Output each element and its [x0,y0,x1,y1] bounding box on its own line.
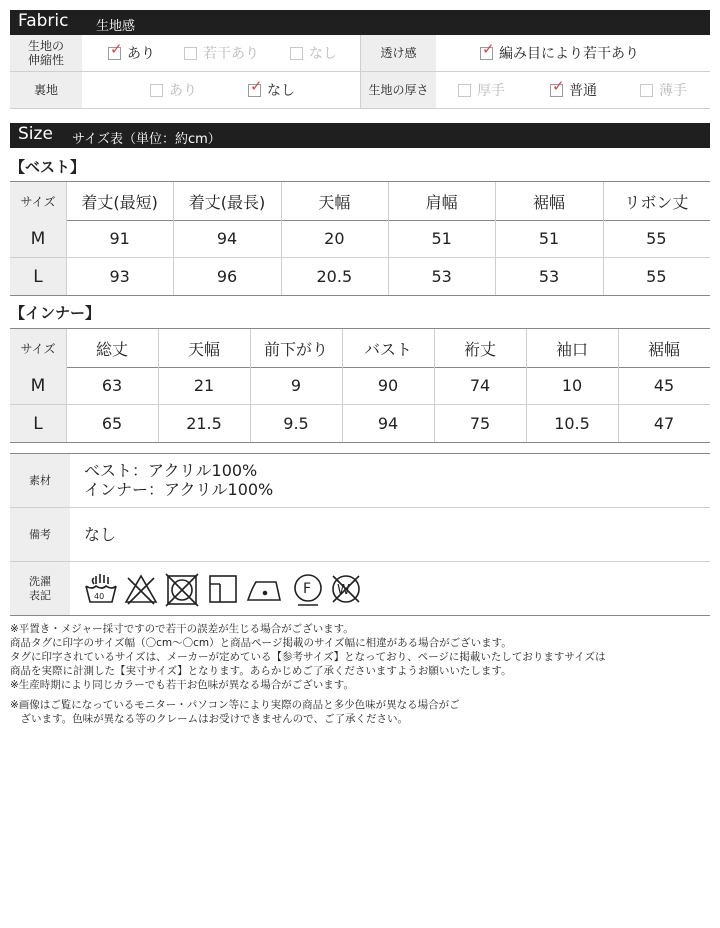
option-lining-no[interactable]: ✓ なし [250,76,295,99]
inner-section-title: 【インナー】 [10,304,101,322]
table-cell: L [10,405,66,442]
table-cell: 55 [646,267,667,286]
check-icon: ✓ [482,39,495,58]
table-header-row [10,328,710,368]
size-title: Size [18,124,53,144]
checkbox-unchecked[interactable] [640,84,653,97]
note-line: タグに印字されているサイズは、メーカーが定めている【参考サイズ】となっており、ページに掲載いたしておりますサイズは [10,651,606,663]
table-cell: 74 [469,376,491,395]
note-line: ※平置き・メジャー採寸ですので若干の誤差が生じる場合がございます。 [10,623,354,635]
check-icon: ✓ [552,76,565,95]
option-thin[interactable]: 薄手 [640,72,687,108]
size-header-bar [10,123,710,148]
fabric-header-bar [10,10,710,35]
material-section [10,453,710,616]
option-thick[interactable]: 厚手 [458,72,505,108]
material-line-vest: ベスト：アクリル100% [84,461,258,480]
check-icon: ✓ [250,76,263,95]
wash-icons [82,572,372,608]
table-cell: L [10,258,66,295]
table-row [10,220,710,257]
table-header-cell: バスト [363,339,412,359]
table-cell: 10 [561,376,583,395]
table-cell: 45 [653,376,675,395]
table-header-cell: 天幅 [318,192,351,212]
no-tumble-dry-icon [166,574,198,606]
table-cell: M [10,220,66,257]
table-cell: 53 [538,267,560,286]
fabric-label-sheer: 透け感 [361,35,436,71]
table-header-cell: 肩幅 [425,192,458,212]
note-line: 商品タグに印字のサイズ幅（〇cm〜〇cm）と商品ページ掲載のサイズ幅に相違がある場合がございます。 [10,637,512,649]
remarks-row [10,508,710,562]
table-cell: 21 [193,376,215,395]
table-header-row [10,181,710,221]
checkbox-unchecked[interactable] [458,84,471,97]
table-cell: 51 [538,229,560,248]
wash-row [10,562,710,616]
table-cell: 63 [101,376,123,395]
checkbox-checked[interactable] [550,76,565,97]
fabric-row-lining [10,72,710,109]
fabric-label-stretch: 生地の 伸縮性 [10,35,82,71]
option-stretch-slight[interactable]: 若干あり [184,35,259,71]
checkbox-checked[interactable] [108,39,123,60]
vest-section-title: 【ベスト】 [10,158,86,176]
fabric-label-lining: 裏地 [10,72,82,108]
table-header-cell: サイズ [10,329,66,367]
table-row [10,258,710,295]
inner-size-table [10,328,710,442]
table-cell: 93 [109,267,130,286]
table-cell: 75 [469,414,491,433]
table-cell: 65 [101,414,123,433]
remarks-value: なし [84,525,117,544]
no-bleach-icon [126,576,156,604]
checkbox-unchecked[interactable] [184,47,197,60]
table-header-cell: サイズ [10,182,66,220]
table-header-cell: 裾幅 [532,192,565,212]
note-line: ※画像はご覧になっているモニター・パソコン等により実際の商品と多少色味が異なる場合がご [10,699,460,711]
table-row [10,367,710,404]
table-header-cell: 裄丈 [463,339,496,359]
hand-wash-40-icon [86,574,116,602]
note-line: ※生産時期により同じカラーでも若干お色味が異なる場合がございます。 [10,679,354,691]
size-subtitle: サイズ表（単位：約cm） [72,132,221,147]
table-cell: 9 [290,376,302,395]
option-sheer-slight[interactable]: ✓ 編み目により若干あり [482,39,639,62]
table-header-cell: 天幅 [187,339,220,359]
table-cell: 91 [109,229,130,248]
no-wet-clean-icon [333,576,359,602]
table-cell: 94 [216,229,238,248]
table-row [10,405,710,442]
table-cell: 53 [431,267,452,286]
option-lining-yes[interactable]: あり [150,72,197,108]
notes-block [10,622,710,726]
fabric-row-stretch [10,35,710,72]
table-cell: 94 [377,414,399,433]
material-row [10,454,710,508]
table-header-cell: 前下がり [263,339,328,359]
svg-text:40: 40 [94,592,105,601]
table-cell: 20 [324,229,345,248]
fabric-subtitle: 生地感 [96,19,136,34]
svg-text:F: F [303,581,312,597]
table-cell: 20.5 [316,267,353,286]
table-cell: 51 [431,229,452,248]
table-cell: 47 [653,414,675,433]
table-header-cell: 総丈 [95,339,128,359]
flat-dry-icon [210,576,236,602]
table-cell: 96 [216,267,238,286]
material-label: 素材 [10,454,70,507]
remarks-label: 備考 [10,508,70,561]
note-line: ざいます。色味が異なる等のクレームはお受けできませんので、ご了承ください。 [10,713,408,725]
table-header-cell: 着丈(最短) [81,192,158,212]
table-header-cell: リボン丈 [624,192,689,212]
checkbox-checked[interactable] [480,39,495,60]
fabric-title: Fabric [18,11,69,31]
svg-text:W: W [337,583,350,598]
option-normal[interactable]: ✓ 普通 [552,76,597,99]
table-cell: 21.5 [186,414,222,433]
iron-low-icon [248,582,280,600]
table-cell: 10.5 [554,414,590,433]
table-header-cell: 着丈(最長) [188,192,266,212]
vest-size-table [10,181,710,295]
option-stretch-yes[interactable]: ✓ あり [110,39,155,62]
table-cell: 9.5 [283,414,309,433]
wash-label: 洗濯 表記 [10,562,70,615]
note-line: 商品を実際に計測した【実寸サイズ】となります。あらかじめご了承くださいますようお願いいたします。 [10,665,512,677]
fabric-label-thickness: 生地の厚さ [361,72,436,108]
material-line-inner: インナー：アクリル100% [84,480,274,499]
table-cell: 55 [646,229,667,248]
checkbox-unchecked[interactable] [290,47,303,60]
table-cell: 90 [377,376,399,395]
table-cell: M [10,367,66,404]
check-icon: ✓ [110,39,123,58]
table-header-cell: 裾幅 [647,339,680,359]
table-header-cell: 袖口 [555,339,588,359]
checkbox-checked[interactable] [248,76,263,97]
option-stretch-none[interactable]: なし [290,35,337,71]
checkbox-unchecked[interactable] [150,84,163,97]
dry-clean-f-icon [295,575,321,605]
